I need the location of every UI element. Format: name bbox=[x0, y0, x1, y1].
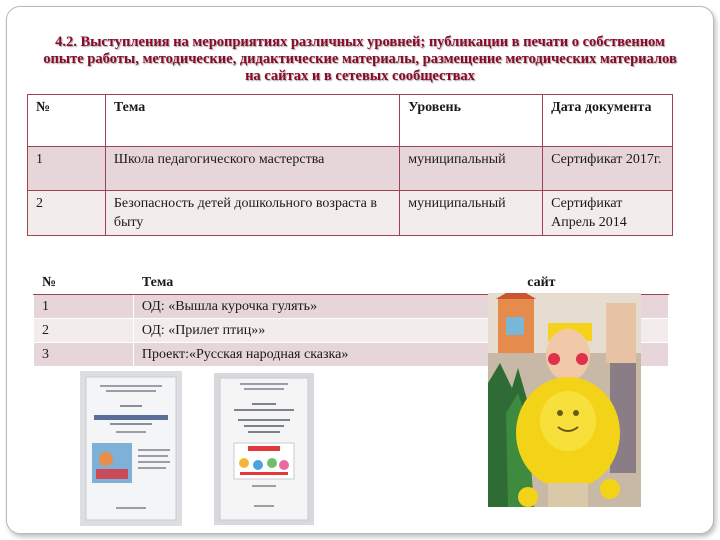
header-topic: Тема bbox=[105, 95, 399, 147]
cell-date: Сертификат Апрель 2014 bbox=[543, 191, 673, 236]
table-row bbox=[28, 147, 673, 191]
header-date: Дата документа bbox=[543, 95, 673, 147]
cell-number: 2 bbox=[28, 191, 106, 236]
cell-date: Сертификат 2017г. bbox=[543, 147, 673, 191]
header-number: № bbox=[28, 95, 106, 147]
cell-level: муниципальный bbox=[400, 147, 543, 191]
child-costume-photo bbox=[488, 293, 641, 507]
cell-topic: Безопасность детей дошкольного возраста в быту bbox=[105, 191, 399, 236]
table-header-row bbox=[34, 271, 669, 295]
cell-number: 1 bbox=[28, 147, 106, 191]
cell-topic: Проект:«Русская народная сказка» bbox=[133, 343, 518, 367]
header-site: сайт bbox=[519, 271, 669, 295]
cell-level: муниципальный bbox=[400, 191, 543, 236]
slide-title: 4.2. Выступления на мероприятиях различных уровней; публикации в печати о собственном опыте работы, методические, дидактические материалы, размещение методических материалов на сайтах и в сетевых сообществах bbox=[43, 34, 677, 84]
cell-topic: ОД: «Вышла курочка гулять» bbox=[133, 295, 518, 319]
header-level: Уровень bbox=[400, 95, 543, 147]
cell-number: 1 bbox=[34, 295, 134, 319]
cell-topic: ОД: «Прилет птиц»» bbox=[133, 319, 518, 343]
book-cover-photo-1 bbox=[80, 371, 182, 526]
header-number: № bbox=[34, 271, 134, 295]
header-topic: Тема bbox=[133, 271, 518, 295]
table-header-row bbox=[28, 95, 673, 147]
cell-number: 3 bbox=[34, 343, 134, 367]
table-row bbox=[28, 191, 673, 236]
cell-topic: Школа педагогического мастерства bbox=[105, 147, 399, 191]
cell-number: 2 bbox=[34, 319, 134, 343]
speeches-table bbox=[27, 94, 673, 236]
book-cover-photo-2 bbox=[214, 373, 314, 525]
